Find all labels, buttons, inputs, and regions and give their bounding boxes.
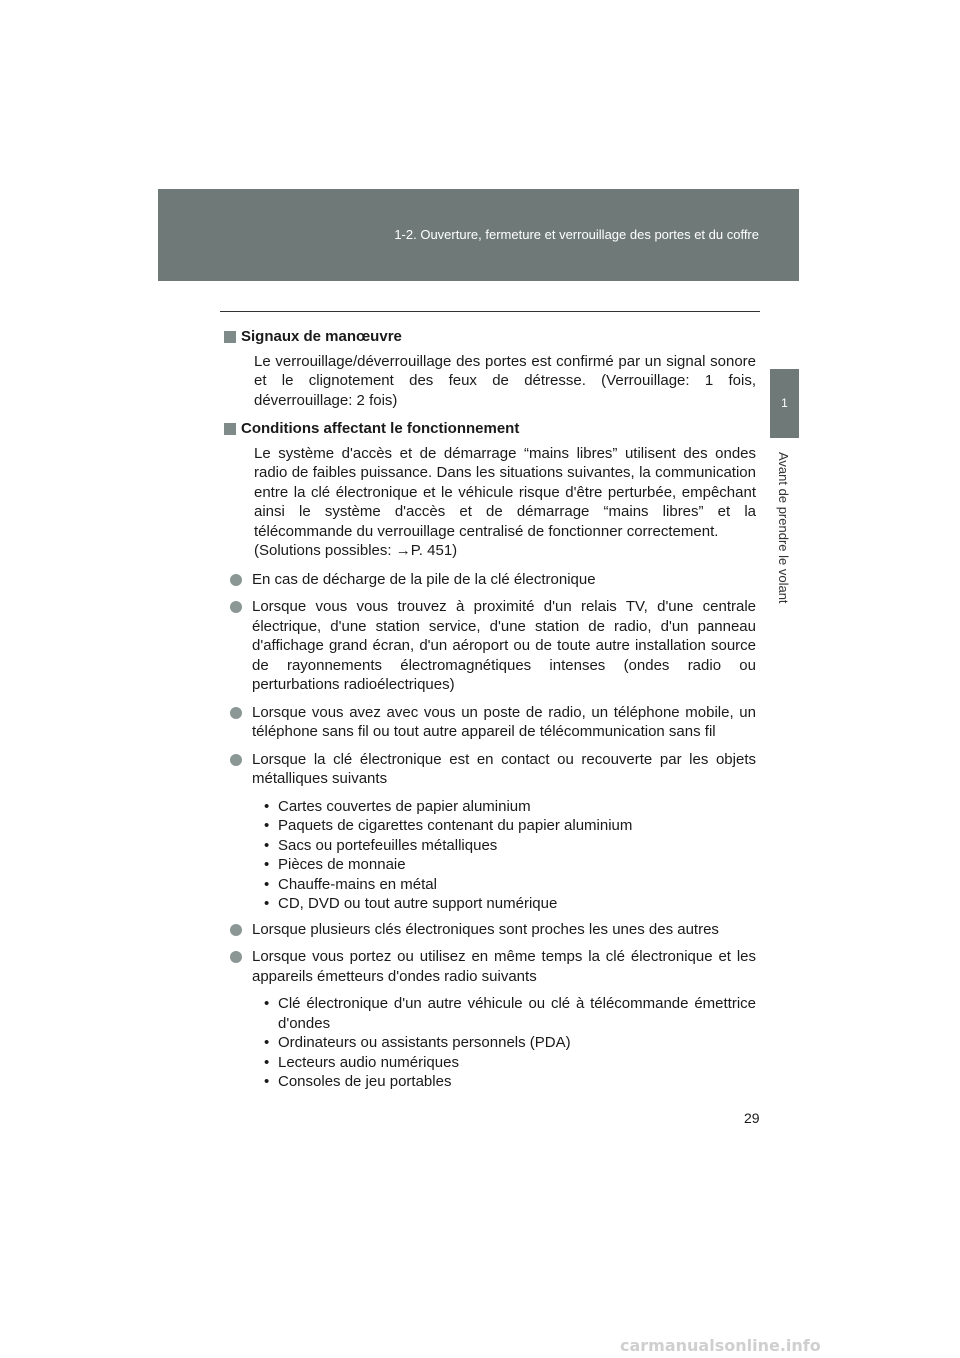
round-bullet-icon [230,707,242,719]
section-title-text: Signaux de manœuvre [241,328,402,345]
side-chapter-label: Avant de prendre le volant [776,452,791,604]
section-title-signals [224,327,756,347]
round-bullet-icon [230,754,242,766]
list-item [230,920,756,940]
list-item-text: En cas de décharge de la pile de la clé électronique [252,570,596,588]
sub-list-item-text: Sacs ou portefeuilles métalliques [278,836,498,854]
round-bullet-icon [230,924,242,936]
sub-list-radio-devices [264,994,756,1092]
sub-list-item [264,875,756,895]
chapter-header-band [158,189,799,281]
sub-list-item [264,1072,756,1092]
sub-list-item [264,797,756,817]
side-chapter-number: 1 [781,396,788,410]
sub-list-item-text: Cartes couvertes de papier aluminium [278,797,531,815]
section-title-conditions [224,419,756,439]
sub-list-item-text: Chauffe-mains en métal [278,875,437,893]
sub-bullet-glyph: • [264,836,270,854]
list-item-text: Lorsque plusieurs clés électroniques sont proches les unes des autres [252,920,719,938]
sub-list-item [264,994,756,1033]
round-bullet-icon [230,951,242,963]
paragraph: Le verrouillage/déverrouillage des portes est confirmé par un signal sonore et le clignotement des feux de détresse. (Verrouillage: 1 fois, déverrouillage: 2 fois) [254,352,756,409]
sub-list-item [264,1053,756,1073]
sub-bullet-glyph: • [264,895,270,912]
sub-list-item-text: Pièces de monnaie [278,856,406,873]
sub-bullet-glyph: • [264,797,270,815]
list-item [230,750,756,789]
paragraph-reference: (Solutions possibles: →P. 451) [254,542,458,559]
sub-list-item-text: Lecteurs audio numériques [278,1053,459,1071]
square-bullet-icon [224,423,236,435]
top-rule-divider [220,311,760,312]
page-number: 29 [744,1110,760,1126]
sub-bullet-glyph: • [264,856,270,873]
sub-list-item [264,816,756,836]
paragraph: Le système d'accès et de démarrage “mains libres” utilisent des ondes radio de faibles puissance. Dans les situations suivantes, la communication entre la clé électronique et le véhicule risque d'être perturbée, empêchant ainsi le système d'accès et de démarrage “mains libres” et la télécommande du verrouillage centralisé de fonctionner correctement. [254,444,756,540]
sub-bullet-glyph: • [264,995,270,1012]
sub-bullet-glyph: • [264,1034,270,1051]
sub-list-metal-objects [264,797,756,914]
list-item-text: Lorsque la clé électronique est en contact ou recouverte par les objets métalliques suivants [252,750,756,787]
sub-bullet-glyph: • [264,875,270,893]
list-item [230,947,756,986]
section-title-text: Conditions affectant le fonctionnement [241,420,520,437]
sub-list-item [264,836,756,856]
sub-list-item-text: Paquets de cigarettes contenant du papier aluminium [278,817,633,834]
sub-list-item-text: CD, DVD ou tout autre support numérique [278,895,558,912]
list-item-text: Lorsque vous vous trouvez à proximité d'un relais TV, d'une centrale électrique, d'une station service, d'une station de radio, d'un panneau d'affichage grand écran, d'un aéroport ou de toute autre installation source de rayonnements électromagnétiques intenses (ondes radio ou perturbations radioélectriques) [252,598,756,693]
side-chapter-tab [770,369,799,438]
sub-bullet-glyph: • [264,817,270,834]
list-item-text: Lorsque vous portez ou utilisez en même temps la clé électronique et les appareils émetteurs d'ondes radio suivants [252,948,756,985]
sub-list-item [264,855,756,875]
watermark: carmanualsonline.info [620,1336,821,1355]
sub-list-item [264,1033,756,1053]
list-item [230,570,756,590]
side-chapter-label-wrap [762,452,806,622]
square-bullet-icon [224,331,236,343]
round-bullet-icon [230,574,242,586]
list-item-text: Lorsque vous avez avec vous un poste de radio, un téléphone mobile, un téléphone sans fil ou tout autre appareil de télécommunication sans fil [252,703,756,740]
sub-list-item-text: Ordinateurs ou assistants personnels (PDA) [278,1034,571,1051]
list-item [230,597,756,695]
list-item [230,703,756,742]
sub-list-item-text: Clé électronique d'un autre véhicule ou clé à télécommande émettrice d'ondes [278,995,756,1032]
sub-list-item [264,894,756,914]
round-bullet-icon [230,601,242,613]
page-content [224,327,756,1098]
sub-list-item-text: Consoles de jeu portables [278,1073,452,1090]
sub-bullet-glyph: • [264,1053,270,1071]
sub-bullet-glyph: • [264,1073,270,1090]
chapter-title: 1-2. Ouverture, fermeture et verrouillage des portes et du coffre [394,227,759,242]
